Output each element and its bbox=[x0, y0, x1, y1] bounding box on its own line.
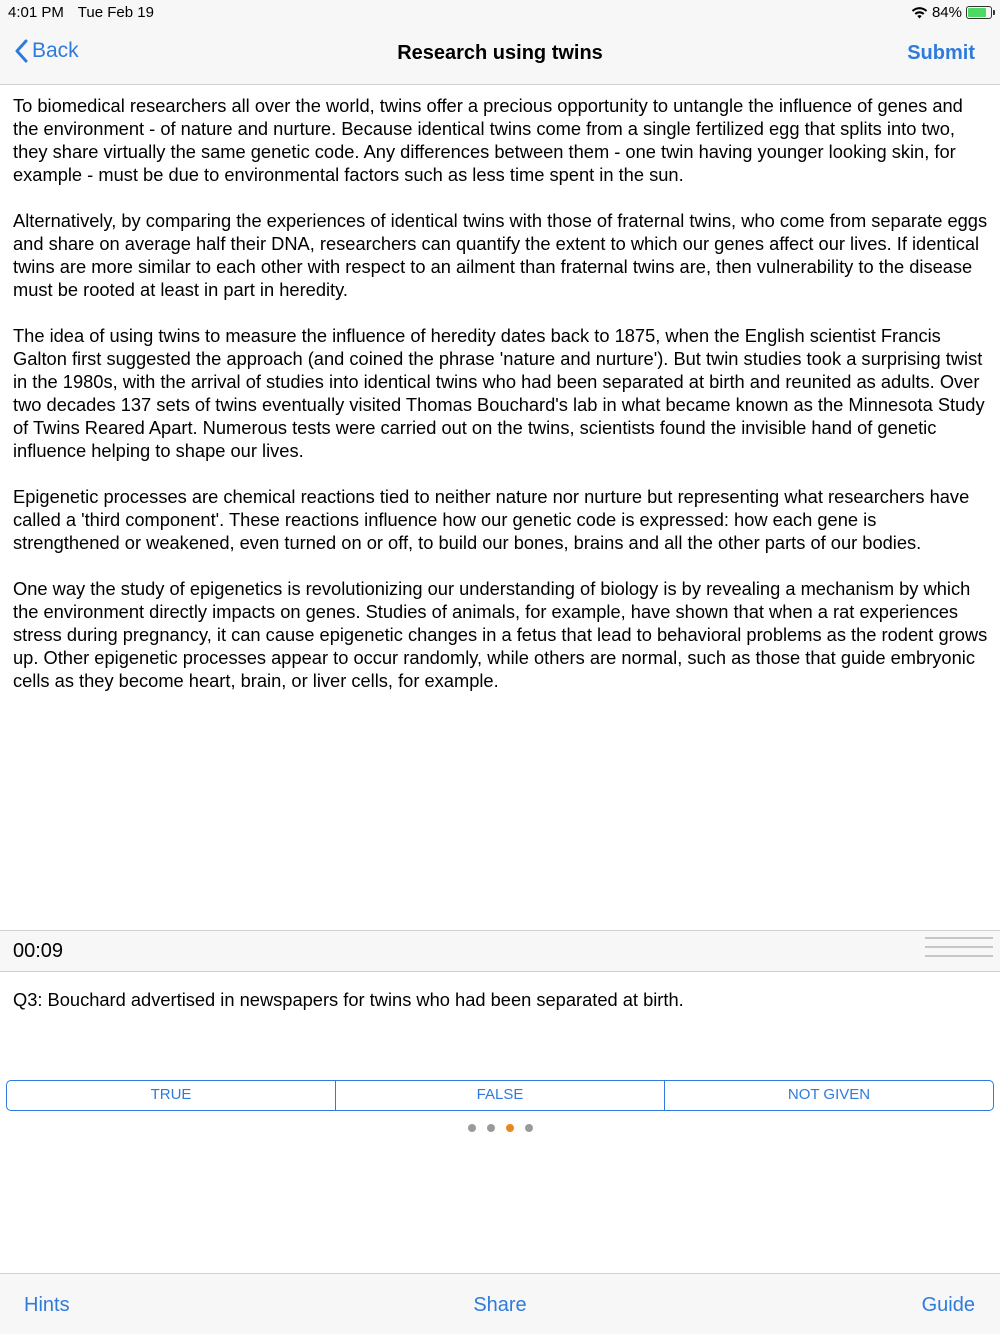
back-label: Back bbox=[32, 39, 79, 62]
answer-segmented-control bbox=[6, 1080, 994, 1111]
question-text: Q3: Bouchard advertised in newspapers for twins who had been separated at birth. bbox=[13, 989, 684, 1010]
answer-false[interactable]: FALSE bbox=[336, 1081, 665, 1110]
submit-button[interactable]: Submit bbox=[907, 42, 975, 64]
share-label[interactable]: Share bbox=[473, 1294, 527, 1316]
status-date: Tue Feb 19 bbox=[77, 4, 154, 21]
battery-charging-icon bbox=[966, 6, 992, 19]
reading-passage bbox=[13, 94, 988, 715]
battery-fill bbox=[968, 8, 986, 17]
passage-paragraph: The idea of using twins to measure the influence of heredity dates back to 1875, when the English scientist Francis Galton first suggested the approach (and coined the phrase 'nature and nurture'). But twin studies took a surprising twist in the 1980s, with the arrival of studies into identical twins who had been separated at birth and reunited as adults. Over two decades 137 sets of twins eventually visited Thomas Bouchard's lab in what became known as the Minnesota Study of Twins Reared Apart. Numerous tests were carried out on the twins, scientists found the invisible hand of genetic influence helping to shape our lives. bbox=[13, 325, 985, 461]
page-title: Research using twins bbox=[397, 42, 603, 64]
status-time: 4:01 PM bbox=[8, 4, 64, 21]
page-indicator[interactable] bbox=[0, 1124, 1000, 1132]
hints-button[interactable]: Hints bbox=[24, 1294, 70, 1316]
page-dot[interactable] bbox=[525, 1124, 533, 1132]
answer-not-given[interactable]: NOT GIVEN bbox=[787, 1086, 871, 1103]
page-dot[interactable] bbox=[487, 1124, 495, 1132]
passage-paragraph: Epigenetic processes are chemical reactions tied to neither nature nor nurture but representing what researchers have called a 'third component'. These reactions influence how our genetic code is expressed: how each gene is strengthened or weakened, even turned on or off, to build our bones, brains and all the other parts of our bodies. bbox=[13, 486, 970, 553]
timer: 00:09 bbox=[13, 940, 64, 962]
wifi-icon bbox=[911, 6, 928, 19]
bottom-toolbar bbox=[0, 1273, 1000, 1334]
share-button bbox=[0, 1294, 1000, 1317]
guide-button[interactable]: Guide bbox=[921, 1294, 975, 1316]
page-dot[interactable] bbox=[468, 1124, 476, 1132]
battery-percent: 84% bbox=[931, 4, 962, 21]
passage-paragraph: Alternatively, by comparing the experiences of identical twins with those of fraternal twins, who come from separate eggs and share on average half their DNA, researchers can quantify the extent to which our genes affect our lives. If identical twins are more similar to each other with respect to an ailment than fraternal twins are, then vulnerability to the disease must be rooted at least in part in heredity. bbox=[13, 210, 988, 300]
status-left bbox=[8, 4, 164, 21]
answer-true[interactable]: TRUE bbox=[7, 1081, 336, 1110]
handle-line bbox=[925, 937, 993, 939]
status-bar bbox=[0, 0, 1000, 24]
page-dot-active[interactable] bbox=[506, 1124, 514, 1132]
passage-paragraph: To biomedical researchers all over the world, twins offer a precious opportunity to untangle the influence of genes and the environment - of nature and nurture. Because identical twins come from a single fertilized egg that splits into two, they share virtually the same genetic code. Any differences between them - one twin having younger looking skin, for example - must be due to environmental factors such as less time spent in the sun. bbox=[13, 95, 963, 185]
status-right bbox=[911, 4, 992, 21]
handle-line bbox=[925, 955, 993, 957]
timer-bar bbox=[0, 930, 1000, 972]
passage-paragraph: One way the study of epigenetics is revolutionizing our understanding of biology is by revealing a mechanism by which the environment directly impacts on genes. Studies of animals, for example, have shown that when a rat experiences stress during pregnancy, it can cause epigenetic changes in a fetus that lead to behavioral problems as the rodent grows up. Other epigenetic processes appear to occur randomly, while others are normal, such as those that guide embryonic cells as they become heart, brain, or liver cells, for example. bbox=[13, 578, 988, 691]
handle-line bbox=[925, 946, 993, 948]
drag-handle-icon[interactable] bbox=[925, 937, 993, 963]
navigation-bar bbox=[0, 24, 1000, 85]
battery-tip bbox=[993, 10, 995, 15]
